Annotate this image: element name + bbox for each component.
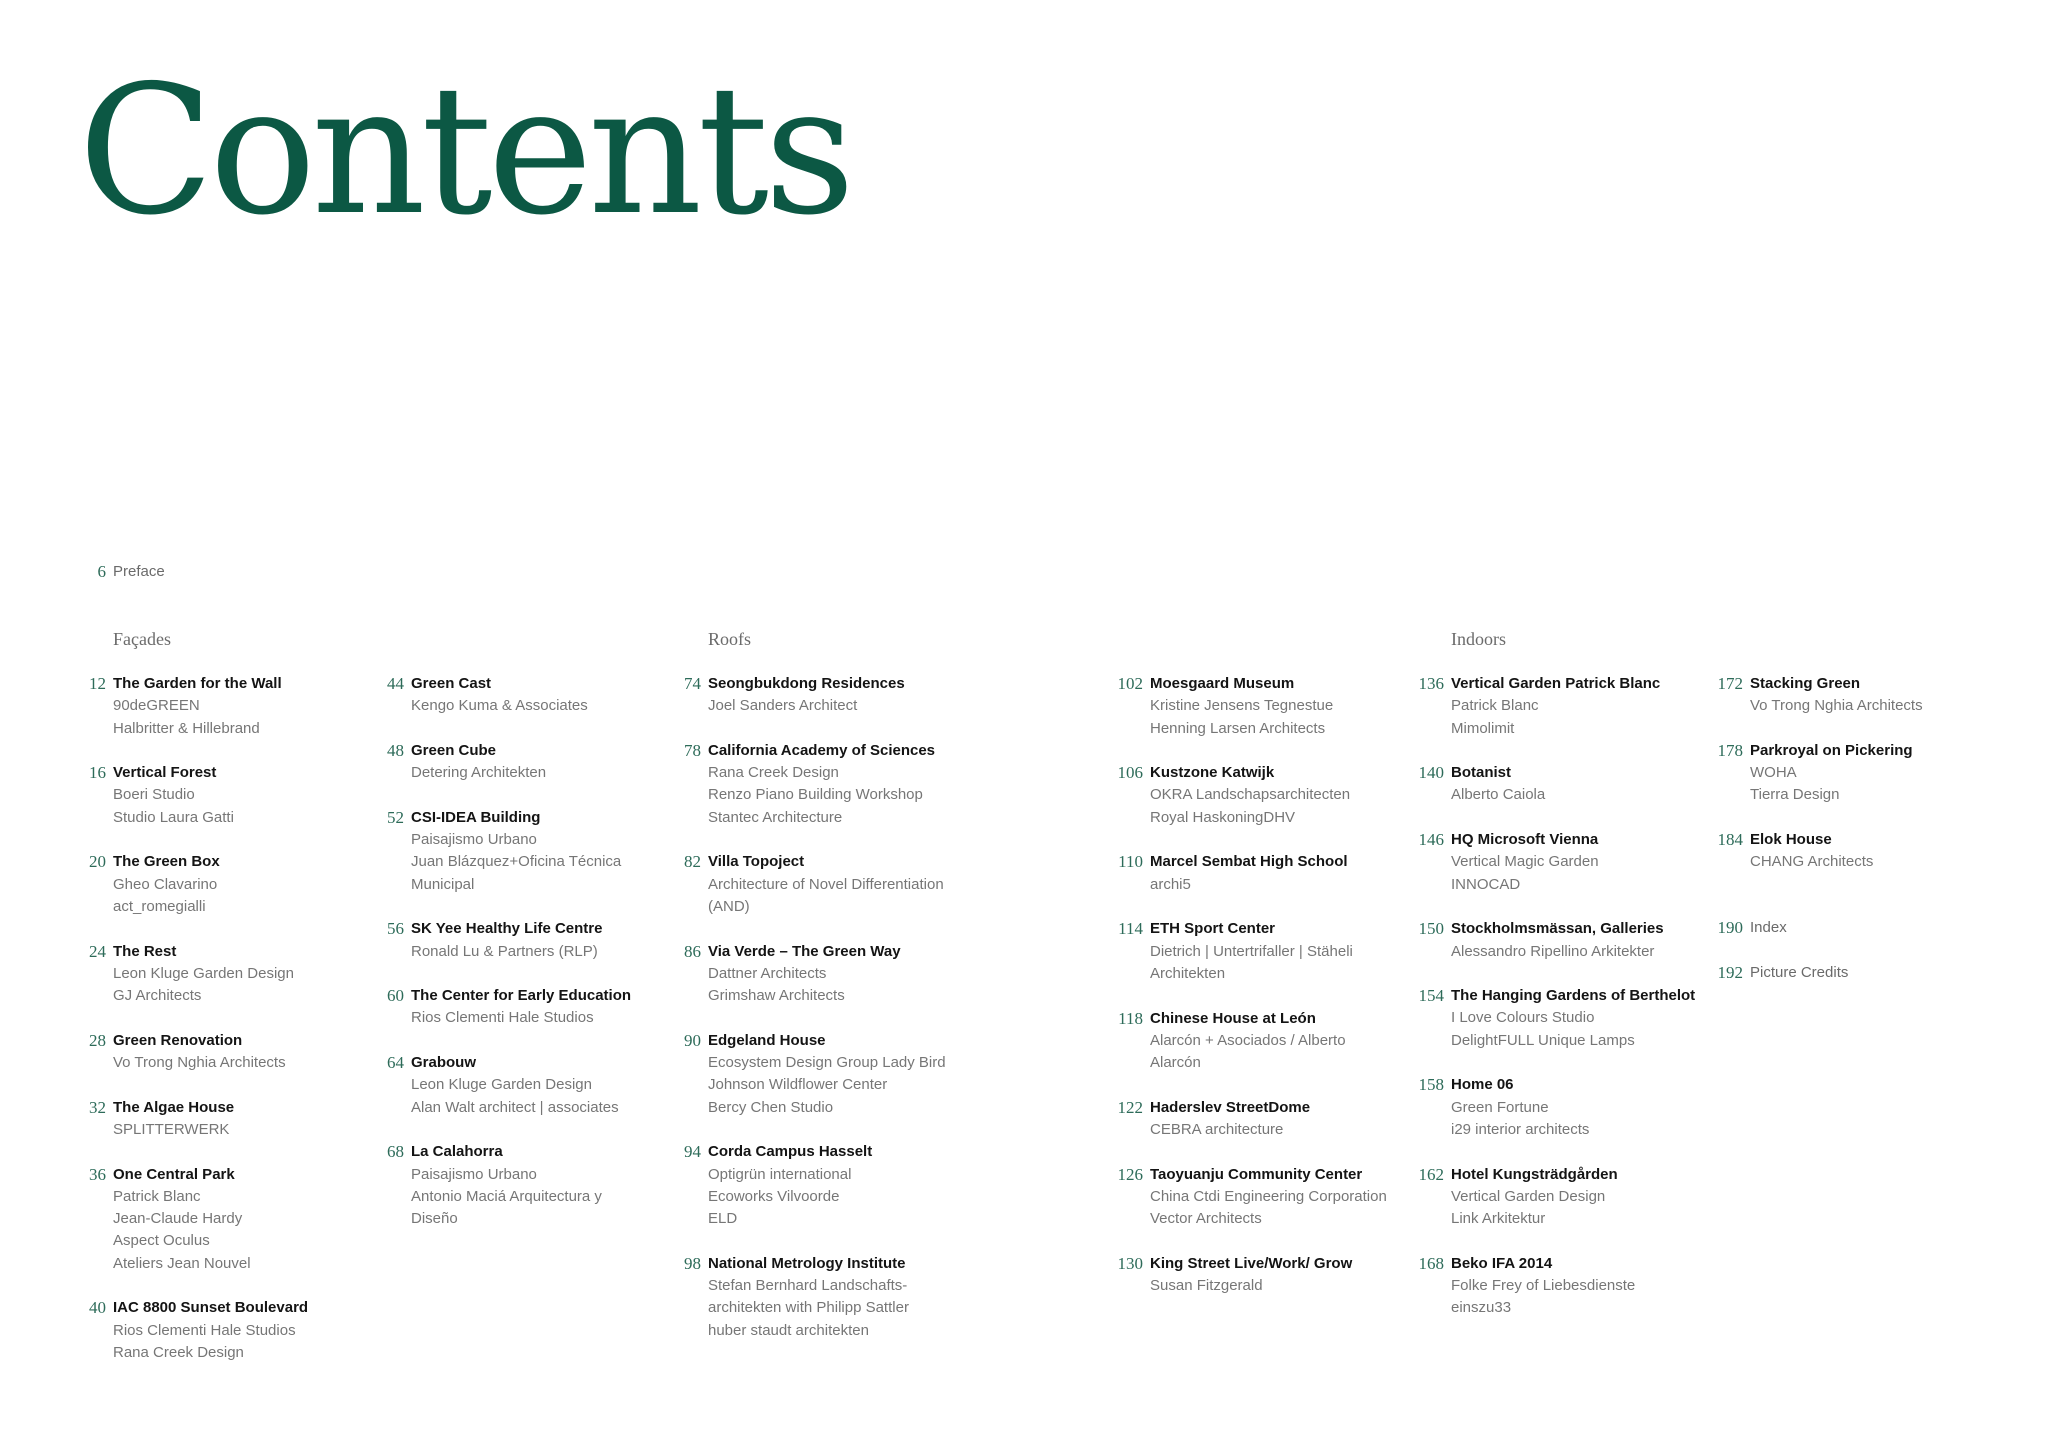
entry-credit: architekten with Philipp Sattler (708, 1299, 909, 1317)
entry-credit: Johnson Wildflower Center (708, 1076, 888, 1094)
toc-entry[interactable] (1451, 1253, 1635, 1320)
entry-credit: huber staudt architekten (708, 1321, 869, 1339)
entry-project-name: Moesgaard Museum (1150, 675, 1295, 692)
entry-credit: archi5 (1150, 875, 1191, 893)
toc-entry[interactable] (411, 807, 621, 896)
entry-credit: Alan Walt architect | associates (411, 1098, 619, 1116)
entry-credit: Bercy Chen Studio (708, 1098, 834, 1116)
entry-credit: Boeri Studio (113, 786, 195, 804)
entry-credit: Kengo Kuma & Associates (411, 697, 588, 715)
toc-entry[interactable] (411, 1141, 602, 1230)
toc-entry[interactable] (1451, 673, 1660, 740)
entry-page-number: 146 (1418, 830, 1444, 850)
entry-page-number: 126 (1117, 1164, 1143, 1184)
entry-credit: Joel Sanders Architect (708, 697, 858, 715)
entry-page-number: 48 (387, 740, 404, 760)
entry-project-name: Marcel Sembat High School (1150, 853, 1348, 871)
entry-page-number: 20 (89, 852, 106, 872)
entry-credit: Alarcón (1150, 1054, 1201, 1072)
entry-project-name: Grabouw (411, 1054, 477, 1072)
entry-credit: Henning Larsen Architects (1150, 719, 1326, 737)
toc-entry[interactable] (1451, 918, 1664, 963)
toc-entry[interactable] (113, 1030, 286, 1075)
toc-entry[interactable] (1150, 918, 1353, 985)
toc-entry[interactable] (1150, 673, 1333, 740)
entry-project-name: Taoyuanju Community Center (1150, 1165, 1363, 1183)
toc-entry[interactable] (1150, 1008, 1346, 1075)
back-matter-label[interactable]: Index (1750, 919, 1787, 936)
entry-project-name: Edgeland House (708, 1031, 826, 1049)
preface-page-number: 6 (97, 562, 106, 581)
entry-page-number: 94 (684, 1142, 701, 1162)
entry-project-name: California Academy of Sciences (708, 741, 936, 759)
entry-credit: Stefan Bernhard Landschafts- (708, 1277, 908, 1295)
entry-credit: Architekten (1150, 964, 1226, 982)
entry-project-name: Hotel Kungsträdgården (1451, 1165, 1618, 1183)
entry-credit: Alarcón + Asociados / Alberto (1150, 1031, 1346, 1049)
toc-entry[interactable] (411, 1052, 619, 1119)
entry-page-number: 110 (1118, 852, 1143, 872)
entry-page-number: 28 (89, 1030, 106, 1050)
toc-entry[interactable] (1150, 851, 1348, 896)
entry-credit: Dietrich | Untertrifaller | Stäheli (1150, 942, 1353, 960)
entry-page-number: 158 (1418, 1075, 1444, 1095)
entry-page-number: 12 (89, 674, 106, 693)
entry-credit: Aspect Oculus (113, 1232, 210, 1250)
toc-entry[interactable] (113, 673, 282, 740)
entry-project-name: Corda Campus Hasselt (708, 1143, 873, 1161)
entry-credit: Royal HaskoningDHV (1150, 808, 1296, 826)
entry-credit: Vo Trong Nghia Architects (1750, 697, 1923, 715)
entry-credit: China Ctdi Engineering Corporation (1150, 1187, 1387, 1205)
toc-entry[interactable] (1150, 1164, 1387, 1231)
toc-entry[interactable] (113, 851, 220, 918)
entry-project-name: Vertical Garden Patrick Blanc (1451, 675, 1661, 692)
entry-project-name: Chinese House at León (1150, 1009, 1316, 1027)
toc-entry[interactable] (1150, 762, 1350, 829)
toc-entry[interactable] (708, 851, 944, 918)
entry-credit: Rana Creek Design (708, 764, 839, 782)
entry-page-number: 60 (387, 986, 404, 1006)
entry-project-name: National Metrology Institute (708, 1254, 906, 1272)
page-title: Contents (78, 47, 851, 254)
entry-credit: Folke Frey of Liebesdienste (1451, 1277, 1636, 1295)
entry-project-name: Green Renovation (113, 1031, 243, 1049)
entry-credit: Mimolimit (1451, 719, 1515, 737)
entry-credit: Stantec Architecture (708, 808, 843, 826)
toc-entry[interactable] (708, 1253, 909, 1342)
entry-credit: Paisajismo Urbano (411, 1165, 537, 1183)
entry-project-name: Seongbukdong Residences (708, 675, 905, 692)
entry-credit: ELD (708, 1210, 738, 1228)
toc-entry[interactable] (411, 985, 631, 1030)
entry-credit: Vo Trong Nghia Architects (113, 1054, 286, 1072)
entry-project-name: Vertical Forest (113, 764, 217, 782)
entry-page-number: 24 (89, 941, 106, 961)
entry-project-name: The Hanging Gardens of Berthelot (1451, 987, 1696, 1005)
entry-page-number: 90 (684, 1030, 701, 1050)
entry-credit: Leon Kluge Garden Design (411, 1076, 592, 1094)
entry-page-number: 184 (1717, 830, 1743, 850)
entry-credit: Alberto Caiola (1451, 786, 1546, 804)
entry-project-name: Elok House (1750, 831, 1832, 849)
entry-project-name: Stacking Green (1750, 675, 1861, 692)
toc-entry[interactable] (1451, 1164, 1618, 1231)
section-heading-roofs: Roofs (708, 629, 752, 649)
toc-entry[interactable] (113, 1097, 234, 1142)
entry-project-name: The Garden for the Wall (113, 675, 282, 692)
entry-project-name: The Center for Early Education (411, 987, 632, 1005)
entry-credit: Architecture of Novel Differentiation (708, 875, 944, 893)
entry-project-name: Home 06 (1451, 1076, 1514, 1094)
entry-credit: Jean-Claude Hardy (113, 1210, 243, 1228)
toc-entry[interactable] (1451, 829, 1599, 896)
entry-project-name: Green Cast (411, 675, 492, 692)
entry-credit: Studio Laura Gatti (113, 808, 234, 826)
entry-page-number: 36 (89, 1164, 106, 1184)
entry-project-name: IAC 8800 Sunset Boulevard (113, 1299, 309, 1317)
entry-project-name: Kustzone Katwijk (1150, 764, 1275, 782)
entry-credit: Rios Clementi Hale Studios (411, 1009, 594, 1027)
entry-page-number: 68 (387, 1142, 404, 1162)
entry-credit: I Love Colours Studio (1451, 1009, 1595, 1027)
toc-entry[interactable] (1451, 762, 1545, 807)
entry-page-number: 162 (1418, 1164, 1444, 1184)
entry-page-number: 64 (387, 1053, 404, 1073)
toc-entry[interactable] (411, 740, 546, 785)
toc-entry[interactable] (1451, 985, 1695, 1052)
entry-page-number: 122 (1117, 1097, 1143, 1117)
entry-project-name: Via Verde – The Green Way (708, 942, 901, 960)
entry-project-name: King Street Live/Work/ Grow (1150, 1254, 1353, 1272)
entry-credit: Susan Fitzgerald (1150, 1277, 1263, 1295)
entry-project-name: Haderslev StreetDome (1150, 1098, 1311, 1116)
entry-credit: Patrick Blanc (113, 1187, 201, 1205)
entry-project-name: Botanist (1451, 764, 1511, 782)
entry-page-number: 114 (1118, 919, 1143, 939)
entry-credit: Diseño (411, 1210, 458, 1228)
entry-page-number: 150 (1418, 919, 1444, 939)
toc-entry[interactable] (708, 1141, 872, 1230)
entry-credit: Juan Blázquez+Oficina Técnica (411, 853, 622, 871)
entry-credit: Gheo Clavarino (113, 875, 218, 893)
entry-page-number: 136 (1418, 674, 1444, 693)
entry-project-name: Villa Topoject (708, 853, 805, 871)
toc-entry[interactable] (1150, 1097, 1310, 1142)
entry-credit: WOHA (1750, 764, 1797, 782)
toc-entry[interactable] (113, 762, 234, 829)
entry-page-number: 130 (1117, 1253, 1143, 1273)
entry-project-name: ETH Sport Center (1150, 920, 1276, 938)
toc-entry[interactable] (1750, 829, 1873, 874)
entry-credit: Rana Creek Design (113, 1343, 244, 1361)
entry-credit: Ecoworks Vilvoorde (708, 1187, 840, 1205)
entry-credit: SPLITTERWERK (113, 1120, 230, 1138)
toc-entry[interactable] (1150, 1253, 1352, 1298)
entry-credit: 90deGREEN (113, 697, 200, 715)
entry-page-number: 140 (1418, 763, 1444, 783)
entry-page-number: 78 (684, 740, 701, 760)
entry-credit: Halbritter & Hillebrand (113, 719, 260, 737)
toc-entry[interactable] (1451, 1074, 1589, 1141)
entry-credit: Vertical Magic Garden (1451, 853, 1599, 871)
entry-page-number: 40 (89, 1298, 106, 1318)
entry-credit: (AND) (708, 897, 750, 915)
toc-entry[interactable] (411, 673, 588, 718)
entry-page-number: 154 (1418, 986, 1444, 1006)
entry-page-number: 118 (1118, 1008, 1143, 1028)
entry-credit: Antonio Maciá Arquitectura y (411, 1187, 602, 1205)
entry-project-name: CSI-IDEA Building (411, 808, 541, 826)
entry-project-name: The Rest (113, 942, 177, 960)
back-matter-page-number: 190 (1717, 918, 1743, 937)
entry-credit: Detering Architekten (411, 764, 547, 782)
toc-entry[interactable] (1750, 740, 1913, 807)
entry-credit: Green Fortune (1451, 1098, 1549, 1116)
entry-credit: Kristine Jensens Tegnestue (1150, 697, 1334, 715)
toc-entry[interactable] (411, 918, 602, 963)
entry-page-number: 106 (1117, 763, 1143, 783)
entry-project-name: The Green Box (113, 853, 220, 871)
entry-page-number: 102 (1117, 674, 1143, 693)
toc-entry[interactable] (708, 673, 905, 718)
entry-credit: Renzo Piano Building Workshop (708, 786, 923, 804)
entry-credit: GJ Architects (113, 987, 202, 1005)
entry-credit: i29 interior architects (1451, 1120, 1590, 1138)
preface-label[interactable]: Preface (113, 563, 165, 580)
entry-credit: Link Arkitektur (1451, 1210, 1546, 1228)
entry-credit: Municipal (411, 875, 475, 893)
entry-credit: Rios Clementi Hale Studios (113, 1321, 296, 1339)
entry-credit: Patrick Blanc (1451, 697, 1539, 715)
entry-credit: OKRA Landschapsarchitecten (1150, 786, 1351, 804)
entry-credit: Optigrün international (708, 1165, 852, 1183)
entry-credit: Leon Kluge Garden Design (113, 964, 294, 982)
entry-credit: CEBRA architecture (1150, 1120, 1284, 1138)
entry-project-name: Green Cube (411, 741, 497, 759)
entry-credit: INNOCAD (1451, 875, 1521, 893)
entry-page-number: 98 (684, 1253, 701, 1273)
toc-entry[interactable] (1750, 673, 1923, 718)
entry-page-number: 172 (1717, 674, 1743, 693)
entry-page-number: 168 (1418, 1253, 1444, 1273)
entry-page-number: 74 (684, 674, 701, 693)
section-heading-facades: Façades (113, 629, 171, 649)
entry-project-name: Parkroyal on Pickering (1750, 741, 1913, 759)
section-heading-indoors: Indoors (1451, 629, 1506, 649)
entry-credit: Grimshaw Architects (708, 987, 845, 1005)
entry-page-number: 82 (684, 852, 701, 872)
entry-credit: CHANG Architects (1750, 853, 1874, 871)
entry-project-name: Stockholmsmässan, Galleries (1451, 920, 1664, 938)
entry-credit: Ateliers Jean Nouvel (113, 1254, 251, 1272)
toc-entry[interactable] (113, 1164, 251, 1275)
entry-credit: Dattner Architects (708, 964, 827, 982)
entry-credit: Ecosystem Design Group Lady Bird (708, 1054, 946, 1072)
entry-project-name: The Algae House (113, 1098, 235, 1116)
entry-credit: Vertical Garden Design (1451, 1187, 1606, 1205)
entry-page-number: 32 (89, 1097, 106, 1117)
back-matter-page-number: 192 (1717, 963, 1743, 982)
entry-credit: einszu33 (1451, 1299, 1512, 1317)
back-matter-label[interactable]: Picture Credits (1750, 964, 1849, 981)
entry-page-number: 86 (684, 941, 701, 961)
entry-credit: DelightFULL Unique Lamps (1451, 1031, 1635, 1049)
entry-credit: Paisajismo Urbano (411, 831, 537, 849)
entry-project-name: SK Yee Healthy Life Centre (411, 920, 603, 938)
entry-project-name: La Calahorra (411, 1143, 503, 1161)
toc-entry[interactable] (113, 941, 294, 1008)
entry-page-number: 52 (387, 807, 404, 827)
toc-entry[interactable] (113, 1297, 308, 1364)
entry-page-number: 178 (1717, 740, 1743, 760)
toc-entry[interactable] (708, 740, 935, 829)
toc-entry[interactable] (708, 941, 901, 1008)
entry-credit: Alessandro Ripellino Arkitekter (1451, 942, 1655, 960)
entry-page-number: 44 (387, 674, 404, 693)
entry-page-number: 56 (387, 919, 404, 939)
entry-page-number: 16 (89, 763, 106, 783)
entry-credit: Ronald Lu & Partners (RLP) (411, 942, 598, 960)
entry-project-name: One Central Park (113, 1165, 235, 1183)
toc-entry[interactable] (708, 1030, 946, 1119)
entry-credit: Vector Architects (1150, 1210, 1262, 1228)
entry-project-name: HQ Microsoft Vienna (1451, 831, 1599, 849)
entry-credit: act_romegialli (113, 897, 206, 915)
entry-credit: Tierra Design (1750, 786, 1840, 804)
entry-project-name: Beko IFA 2014 (1451, 1254, 1553, 1272)
